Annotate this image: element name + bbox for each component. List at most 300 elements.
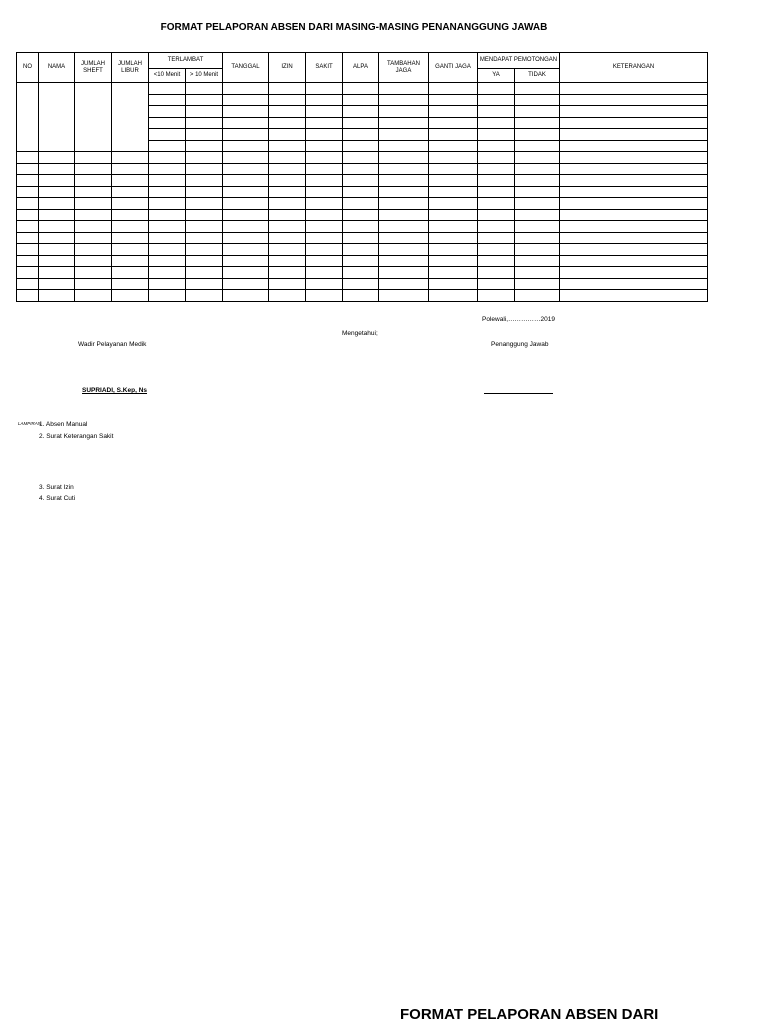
cell-izin (269, 255, 306, 267)
lampiran-label: LAMPIRAN (18, 421, 42, 426)
cell-ya (478, 221, 515, 233)
cell-sakit (306, 186, 343, 198)
header-no: NO (17, 53, 39, 83)
cell-tanggal (223, 290, 269, 302)
cell-jumlah-sheft (75, 244, 112, 256)
cell-ya (478, 106, 515, 118)
cell-keterangan (560, 163, 708, 175)
cell-tanggal (223, 255, 269, 267)
cell-sakit (306, 129, 343, 141)
cell-sakit (306, 278, 343, 290)
attendance-table (16, 52, 708, 302)
cell-tidak (515, 198, 560, 210)
header-jumlah-sheft: JUMLAH SHEFT (75, 53, 112, 83)
cell-alpa (343, 175, 379, 187)
cell-izin (269, 290, 306, 302)
cell-alpa (343, 129, 379, 141)
cell-sakit (306, 83, 343, 95)
cell-tambahan-jaga (379, 290, 429, 302)
cell-izin (269, 221, 306, 233)
cell-nama (39, 290, 75, 302)
cell-alpa (343, 152, 379, 164)
cell-izin (269, 267, 306, 279)
cell-nama (39, 244, 75, 256)
cell-tambahan-jaga (379, 83, 429, 95)
cell-nama (39, 255, 75, 267)
cell-sakit (306, 255, 343, 267)
cell-alpa (343, 106, 379, 118)
table-row (17, 232, 708, 244)
cell-ya (478, 175, 515, 187)
cell-terlambat-gt10 (186, 278, 223, 290)
cell-tidak (515, 244, 560, 256)
cell-keterangan (560, 186, 708, 198)
table-row (17, 152, 708, 164)
table-row (17, 175, 708, 187)
header-alpa: ALPA (343, 53, 379, 83)
cell-tidak (515, 83, 560, 95)
cell-jumlah-libur (112, 267, 149, 279)
cell-ya (478, 163, 515, 175)
cell-jumlah-libur (112, 221, 149, 233)
lampiran-item-1: 1. Absen Manual (39, 421, 88, 428)
cell-tanggal (223, 83, 269, 95)
cell-terlambat-gt10 (186, 232, 223, 244)
cell-ganti-jaga (429, 209, 478, 221)
mengetahui-label: Mengetahui; (342, 330, 378, 337)
cell-jumlah-libur (112, 186, 149, 198)
cell-tanggal (223, 267, 269, 279)
header-terlambat-lt10: <10 Menit (149, 69, 186, 83)
cell-sakit (306, 267, 343, 279)
cell-ganti-jaga (429, 106, 478, 118)
left-signer-name: SUPRIADI, S.Kep, Ns (82, 387, 148, 394)
cell-terlambat-lt10 (149, 278, 186, 290)
cell-tidak (515, 175, 560, 187)
cell-tidak (515, 163, 560, 175)
cell-tambahan-jaga (379, 152, 429, 164)
cell-terlambat-gt10 (186, 198, 223, 210)
cell-terlambat-lt10 (149, 129, 186, 141)
cell-no (17, 255, 39, 267)
cell-jumlah-sheft (75, 152, 112, 164)
cell-jumlah-sheft (75, 232, 112, 244)
cell-terlambat-gt10 (186, 106, 223, 118)
cell-jumlah-sheft (75, 83, 112, 152)
cell-jumlah-sheft (75, 163, 112, 175)
cell-ya (478, 186, 515, 198)
cell-ya (478, 117, 515, 129)
cell-alpa (343, 186, 379, 198)
cell-sakit (306, 244, 343, 256)
cell-tambahan-jaga (379, 163, 429, 175)
cell-terlambat-lt10 (149, 94, 186, 106)
header-tambahan-jaga: TAMBAHAN JAGA (379, 53, 429, 83)
header-terlambat: TERLAMBAT (149, 53, 223, 69)
cell-izin (269, 175, 306, 187)
cell-sakit (306, 152, 343, 164)
cell-alpa (343, 117, 379, 129)
cell-jumlah-libur (112, 290, 149, 302)
cell-terlambat-gt10 (186, 117, 223, 129)
cell-ganti-jaga (429, 83, 478, 95)
cell-jumlah-libur (112, 198, 149, 210)
cell-nama (39, 198, 75, 210)
cell-jumlah-sheft (75, 255, 112, 267)
header-terlambat-gt10: > 10 Menit (186, 69, 223, 83)
cell-ganti-jaga (429, 244, 478, 256)
cell-alpa (343, 221, 379, 233)
cell-keterangan (560, 221, 708, 233)
cell-tanggal (223, 221, 269, 233)
cell-no (17, 163, 39, 175)
cell-keterangan (560, 267, 708, 279)
right-signature-line (484, 393, 553, 394)
cell-terlambat-gt10 (186, 244, 223, 256)
header-ya: YA (478, 69, 515, 83)
header-nama: NAMA (39, 53, 75, 83)
table-row (17, 278, 708, 290)
page-title: FORMAT PELAPORAN ABSEN DARI MASING-MASING PENANANGGUNG JAWAB (160, 22, 548, 33)
cell-terlambat-lt10 (149, 106, 186, 118)
table-row (17, 186, 708, 198)
cell-terlambat-gt10 (186, 175, 223, 187)
cell-nama (39, 267, 75, 279)
cell-terlambat-gt10 (186, 209, 223, 221)
cell-nama (39, 163, 75, 175)
cell-nama (39, 152, 75, 164)
cell-izin (269, 106, 306, 118)
cell-sakit (306, 221, 343, 233)
cell-terlambat-gt10 (186, 140, 223, 152)
cell-tidak (515, 221, 560, 233)
next-page-title-fragment: FORMAT PELAPORAN ABSEN DARI (400, 1006, 659, 1023)
cell-ganti-jaga (429, 221, 478, 233)
cell-izin (269, 186, 306, 198)
cell-no (17, 232, 39, 244)
cell-jumlah-libur (112, 232, 149, 244)
cell-terlambat-lt10 (149, 175, 186, 187)
cell-keterangan (560, 244, 708, 256)
cell-tidak (515, 232, 560, 244)
cell-tidak (515, 94, 560, 106)
cell-sakit (306, 94, 343, 106)
cell-izin (269, 129, 306, 141)
right-signer-role: Penanggung Jawab (491, 341, 549, 348)
cell-terlambat-lt10 (149, 140, 186, 152)
cell-terlambat-lt10 (149, 198, 186, 210)
cell-alpa (343, 278, 379, 290)
cell-terlambat-gt10 (186, 129, 223, 141)
cell-jumlah-libur (112, 278, 149, 290)
cell-izin (269, 152, 306, 164)
cell-terlambat-gt10 (186, 163, 223, 175)
cell-no (17, 209, 39, 221)
cell-tidak (515, 129, 560, 141)
cell-izin (269, 198, 306, 210)
cell-jumlah-sheft (75, 175, 112, 187)
cell-jumlah-libur (112, 83, 149, 152)
cell-tambahan-jaga (379, 175, 429, 187)
cell-no (17, 244, 39, 256)
cell-keterangan (560, 278, 708, 290)
lampiran-item-2: 2. Surat Keterangan Sakit (39, 433, 114, 440)
cell-terlambat-gt10 (186, 152, 223, 164)
cell-terlambat-lt10 (149, 186, 186, 198)
cell-no (17, 186, 39, 198)
cell-jumlah-sheft (75, 198, 112, 210)
cell-ganti-jaga (429, 198, 478, 210)
cell-tidak (515, 140, 560, 152)
cell-terlambat-gt10 (186, 267, 223, 279)
cell-no (17, 83, 39, 152)
header-mendapat-pemotongan: MENDAPAT PEMOTONGAN (478, 53, 560, 69)
cell-jumlah-libur (112, 244, 149, 256)
cell-tambahan-jaga (379, 140, 429, 152)
cell-sakit (306, 106, 343, 118)
table-row (17, 290, 708, 302)
cell-tanggal (223, 244, 269, 256)
cell-tidak (515, 290, 560, 302)
cell-tidak (515, 106, 560, 118)
header-ganti-jaga: GANTI JAGA (429, 53, 478, 83)
cell-terlambat-lt10 (149, 163, 186, 175)
cell-tambahan-jaga (379, 255, 429, 267)
cell-alpa (343, 244, 379, 256)
cell-tanggal (223, 140, 269, 152)
cell-tambahan-jaga (379, 198, 429, 210)
lampiran-item-3: 3. Surat Izin (39, 484, 74, 491)
cell-sakit (306, 117, 343, 129)
cell-alpa (343, 94, 379, 106)
cell-tambahan-jaga (379, 186, 429, 198)
cell-tanggal (223, 152, 269, 164)
cell-tambahan-jaga (379, 209, 429, 221)
header-izin: IZIN (269, 53, 306, 83)
cell-izin (269, 83, 306, 95)
cell-ganti-jaga (429, 255, 478, 267)
cell-keterangan (560, 106, 708, 118)
table-row (17, 267, 708, 279)
cell-tidak (515, 278, 560, 290)
cell-jumlah-sheft (75, 221, 112, 233)
cell-ganti-jaga (429, 94, 478, 106)
cell-ganti-jaga (429, 129, 478, 141)
cell-terlambat-lt10 (149, 117, 186, 129)
cell-ganti-jaga (429, 267, 478, 279)
cell-tambahan-jaga (379, 94, 429, 106)
cell-sakit (306, 209, 343, 221)
cell-ya (478, 140, 515, 152)
cell-tidak (515, 255, 560, 267)
cell-tambahan-jaga (379, 278, 429, 290)
cell-ya (478, 255, 515, 267)
cell-ganti-jaga (429, 232, 478, 244)
cell-keterangan (560, 83, 708, 95)
cell-jumlah-sheft (75, 209, 112, 221)
cell-izin (269, 278, 306, 290)
cell-keterangan (560, 140, 708, 152)
cell-tambahan-jaga (379, 244, 429, 256)
cell-ya (478, 209, 515, 221)
cell-alpa (343, 232, 379, 244)
cell-keterangan (560, 209, 708, 221)
cell-ya (478, 278, 515, 290)
cell-tidak (515, 209, 560, 221)
cell-no (17, 198, 39, 210)
table-row (17, 209, 708, 221)
cell-tambahan-jaga (379, 232, 429, 244)
header-tidak: TIDAK (515, 69, 560, 83)
cell-nama (39, 209, 75, 221)
cell-jumlah-libur (112, 255, 149, 267)
cell-terlambat-lt10 (149, 209, 186, 221)
cell-ya (478, 244, 515, 256)
cell-keterangan (560, 290, 708, 302)
cell-sakit (306, 175, 343, 187)
left-signer-role: Wadir Pelayanan Medik (78, 341, 147, 348)
cell-tidak (515, 267, 560, 279)
cell-sakit (306, 290, 343, 302)
cell-terlambat-lt10 (149, 267, 186, 279)
cell-terlambat-gt10 (186, 186, 223, 198)
cell-ganti-jaga (429, 175, 478, 187)
cell-tidak (515, 117, 560, 129)
cell-sakit (306, 140, 343, 152)
cell-tanggal (223, 186, 269, 198)
cell-ya (478, 232, 515, 244)
cell-terlambat-lt10 (149, 232, 186, 244)
cell-keterangan (560, 117, 708, 129)
cell-izin (269, 244, 306, 256)
cell-tanggal (223, 106, 269, 118)
cell-keterangan (560, 175, 708, 187)
cell-ganti-jaga (429, 140, 478, 152)
cell-tambahan-jaga (379, 106, 429, 118)
cell-ya (478, 83, 515, 95)
cell-alpa (343, 140, 379, 152)
cell-sakit (306, 198, 343, 210)
cell-tanggal (223, 278, 269, 290)
cell-nama (39, 83, 75, 152)
cell-jumlah-libur (112, 152, 149, 164)
cell-ya (478, 198, 515, 210)
cell-terlambat-gt10 (186, 94, 223, 106)
cell-alpa (343, 209, 379, 221)
cell-terlambat-lt10 (149, 83, 186, 95)
table-body (17, 83, 708, 302)
cell-alpa (343, 198, 379, 210)
cell-tambahan-jaga (379, 267, 429, 279)
cell-alpa (343, 83, 379, 95)
cell-tanggal (223, 163, 269, 175)
cell-ganti-jaga (429, 163, 478, 175)
cell-izin (269, 117, 306, 129)
cell-izin (269, 94, 306, 106)
cell-nama (39, 278, 75, 290)
cell-alpa (343, 255, 379, 267)
cell-ganti-jaga (429, 186, 478, 198)
cell-jumlah-sheft (75, 290, 112, 302)
cell-terlambat-gt10 (186, 255, 223, 267)
cell-terlambat-lt10 (149, 221, 186, 233)
cell-keterangan (560, 255, 708, 267)
cell-terlambat-gt10 (186, 221, 223, 233)
cell-ya (478, 94, 515, 106)
cell-tambahan-jaga (379, 129, 429, 141)
header-sakit: SAKIT (306, 53, 343, 83)
cell-tanggal (223, 117, 269, 129)
cell-ganti-jaga (429, 117, 478, 129)
cell-izin (269, 163, 306, 175)
cell-tanggal (223, 175, 269, 187)
table-row (17, 163, 708, 175)
cell-sakit (306, 163, 343, 175)
cell-terlambat-lt10 (149, 255, 186, 267)
cell-no (17, 290, 39, 302)
cell-nama (39, 186, 75, 198)
cell-no (17, 278, 39, 290)
cell-keterangan (560, 94, 708, 106)
header-tanggal: TANGGAL (223, 53, 269, 83)
cell-ganti-jaga (429, 278, 478, 290)
table-row (17, 244, 708, 256)
cell-izin (269, 209, 306, 221)
cell-tanggal (223, 198, 269, 210)
cell-izin (269, 232, 306, 244)
table-row (17, 198, 708, 210)
cell-ya (478, 152, 515, 164)
cell-alpa (343, 163, 379, 175)
cell-alpa (343, 290, 379, 302)
cell-jumlah-sheft (75, 267, 112, 279)
cell-tidak (515, 186, 560, 198)
cell-jumlah-sheft (75, 278, 112, 290)
table-row (17, 255, 708, 267)
cell-tanggal (223, 209, 269, 221)
cell-tambahan-jaga (379, 221, 429, 233)
cell-terlambat-gt10 (186, 290, 223, 302)
cell-nama (39, 175, 75, 187)
cell-keterangan (560, 152, 708, 164)
cell-tanggal (223, 232, 269, 244)
place-date: Polewali,……………2019 (482, 316, 555, 323)
cell-alpa (343, 267, 379, 279)
cell-nama (39, 232, 75, 244)
cell-tanggal (223, 129, 269, 141)
table-row (17, 83, 708, 95)
cell-no (17, 267, 39, 279)
lampiran-item-4: 4. Surat Cuti (39, 495, 76, 502)
cell-terlambat-lt10 (149, 152, 186, 164)
cell-ya (478, 267, 515, 279)
cell-tidak (515, 152, 560, 164)
cell-no (17, 221, 39, 233)
cell-jumlah-libur (112, 175, 149, 187)
cell-terlambat-lt10 (149, 244, 186, 256)
cell-jumlah-libur (112, 163, 149, 175)
header-keterangan: KETERANGAN (560, 53, 708, 83)
cell-tanggal (223, 94, 269, 106)
header-jumlah-libur: JUMLAH LIBUR (112, 53, 149, 83)
cell-keterangan (560, 198, 708, 210)
cell-izin (269, 140, 306, 152)
table-row (17, 221, 708, 233)
cell-terlambat-gt10 (186, 83, 223, 95)
cell-sakit (306, 232, 343, 244)
cell-keterangan (560, 129, 708, 141)
cell-ganti-jaga (429, 152, 478, 164)
